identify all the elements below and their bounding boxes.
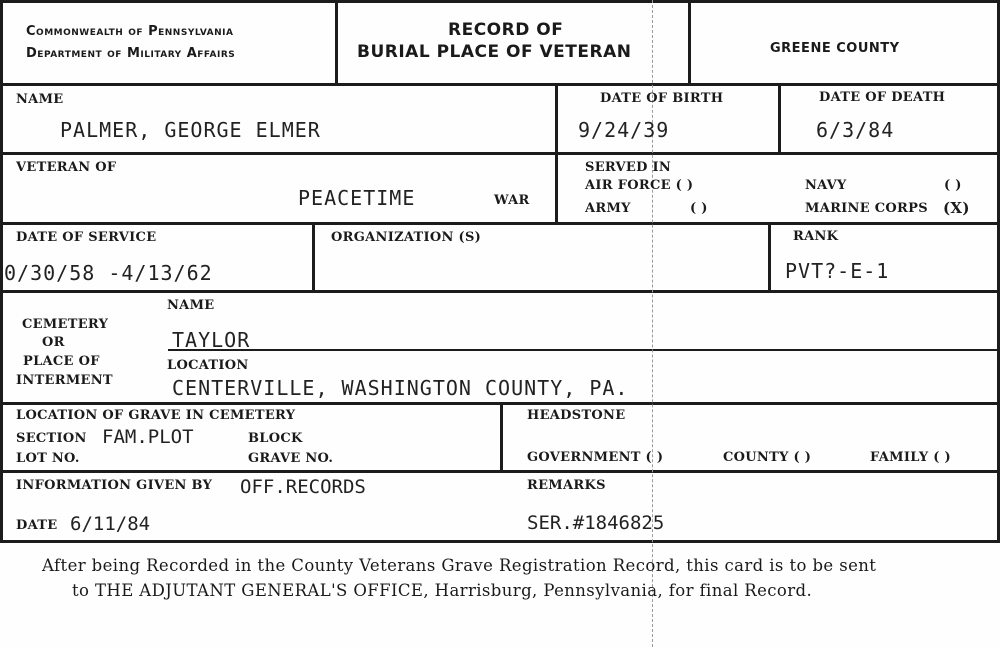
cemetery-name: TAYLOR: [172, 328, 251, 352]
veteran-of-label: VETERAN OF: [16, 160, 117, 175]
rule-service-col2: [768, 223, 771, 291]
family-option: FAMILY ( ): [870, 450, 951, 465]
rule-name-col2: [778, 84, 781, 153]
footer-line-2: to THE ADJUTANT GENERAL'S OFFICE, Harrisburg, Pennsylvania, for final Record.: [72, 581, 813, 600]
name-label: NAME: [16, 92, 64, 107]
block-label: BLOCK: [248, 431, 303, 446]
army-label: ARMY: [585, 201, 631, 216]
marine-corps-label: MARINE CORPS: [805, 201, 928, 216]
remarks-label: REMARKS: [527, 478, 606, 493]
grave-number-label: GRAVE NO.: [248, 451, 334, 466]
cemetery-name-label: NAME: [167, 298, 215, 313]
date-of-birth: 9/24/39: [578, 118, 670, 142]
agency-line-2: Department of Military Affairs: [26, 46, 236, 61]
cemetery-side-label-2: OR: [42, 335, 65, 350]
lot-number-label: LOT NO.: [16, 451, 80, 466]
served-in-label: SERVED IN: [585, 160, 672, 175]
cemetery-side-label-4: INTERMENT: [16, 373, 113, 388]
remarks-value: SER.#1846825: [527, 512, 665, 534]
section-label: SECTION: [16, 431, 87, 446]
rule-veteran-col: [555, 153, 558, 223]
county-option: COUNTY ( ): [723, 450, 812, 465]
date-of-death: 6/3/84: [816, 118, 895, 142]
rule-service-row-bottom: [0, 290, 1000, 293]
navy-checkbox: ( ): [944, 178, 962, 193]
marine-corps-checkbox: (X): [943, 199, 970, 217]
date-label: DATE: [16, 518, 58, 533]
veteran-name: PALMER, GEORGE ELMER: [60, 118, 321, 142]
cemetery-location: CENTERVILLE, WASHINGTON COUNTY, PA.: [172, 376, 629, 400]
rank-label: RANK: [793, 229, 839, 244]
county-name: GREENE COUNTY: [770, 41, 900, 56]
information-given-by-value: OFF.RECORDS: [240, 476, 366, 498]
organization-label: ORGANIZATION (S): [331, 230, 482, 245]
rule-header-col2: [688, 0, 691, 84]
section-value: FAM.PLOT: [102, 426, 194, 448]
rank-value: PVT?-E-1: [785, 259, 890, 283]
rule-header-col1: [335, 0, 338, 84]
service-dates: 0/30/58 -4/13/62: [4, 261, 213, 285]
war-label: WAR: [494, 193, 530, 208]
cemetery-side-label-3: PLACE OF: [23, 354, 100, 369]
rule-name-col1: [555, 84, 558, 153]
cemetery-side-label-1: CEMETERY: [22, 317, 109, 332]
form-title-line-1: RECORD OF: [448, 20, 564, 40]
agency-line-1: Commonwealth of Pennsylvania: [26, 24, 234, 39]
dob-label: DATE OF BIRTH: [600, 91, 724, 106]
rule-top: [0, 0, 1000, 3]
rule-cemetery-name-underline: [168, 349, 1000, 351]
service-era: PEACETIME: [298, 186, 416, 210]
army-checkbox: ( ): [690, 201, 708, 216]
dod-label: DATE OF DEATH: [819, 90, 946, 105]
rule-header-bottom: [0, 83, 1000, 86]
air-force-option: AIR FORCE ( ): [585, 178, 694, 193]
rule-service-col1: [312, 223, 315, 291]
rule-name-row-bottom: [0, 152, 1000, 155]
navy-label: NAVY: [805, 178, 847, 193]
rule-left: [0, 0, 3, 540]
cemetery-location-label: LOCATION: [167, 358, 249, 373]
date-given-value: 6/11/84: [70, 513, 151, 535]
information-given-by-label: INFORMATION GIVEN BY: [16, 478, 213, 493]
form-title-line-2: BURIAL PLACE OF VETERAN: [357, 42, 632, 62]
headstone-label: HEADSTONE: [527, 408, 626, 423]
footer-line-1: After being Recorded in the County Veterans Grave Registration Record, this card is to be sent: [42, 556, 877, 575]
rule-veteran-row-bottom: [0, 222, 1000, 225]
date-of-service-label: DATE OF SERVICE: [16, 230, 157, 245]
grave-location-label: LOCATION OF GRAVE IN CEMETERY: [16, 408, 296, 423]
government-option: GOVERNMENT ( ): [527, 450, 664, 465]
rule-info-row-bottom: [0, 540, 1000, 543]
rule-grave-col: [500, 403, 503, 471]
